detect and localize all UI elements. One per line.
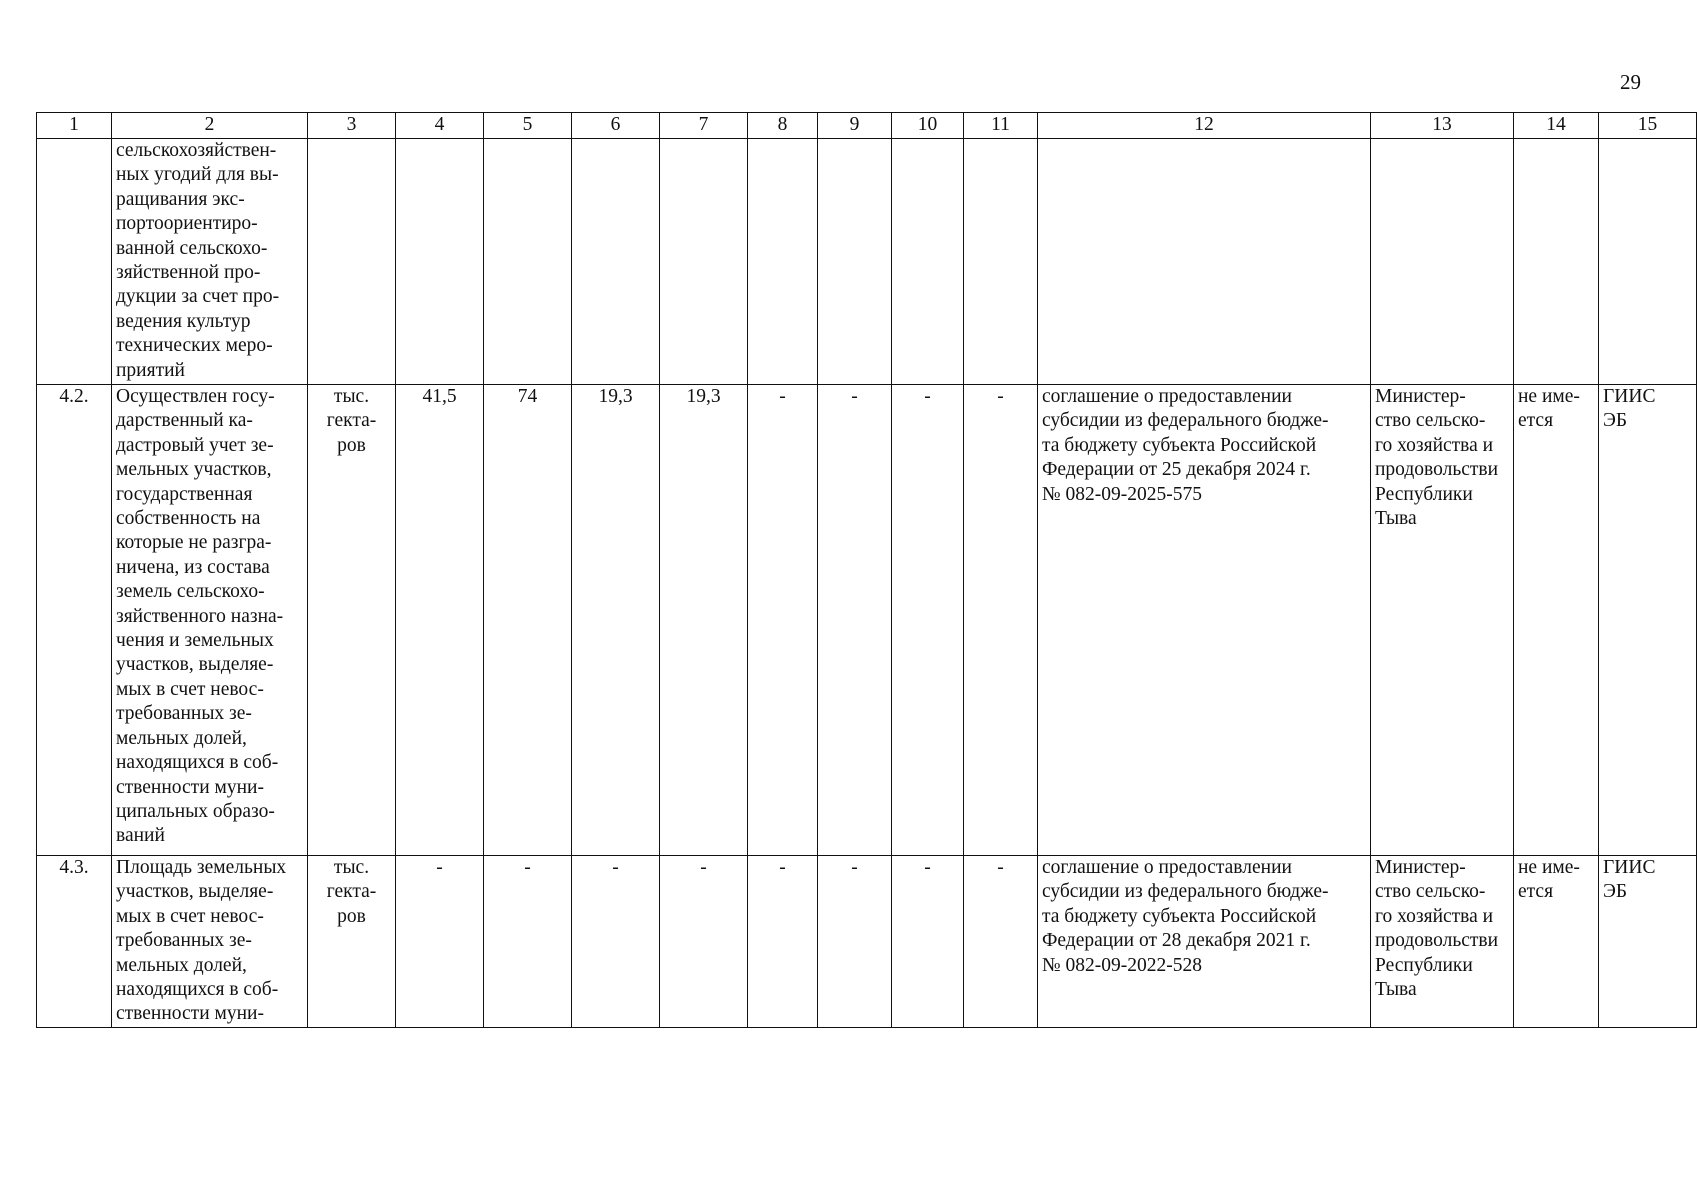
cell-value: - bbox=[484, 856, 572, 1028]
cell-indicator-name: сельскохозяйствен- ных угодий для вы- ращивания экс- портоориентиро- ванной сельскохо- зяйственной про- дукции за счет про- ведения культур технических меро- приятий bbox=[112, 139, 308, 385]
column-header: 1 bbox=[37, 113, 112, 139]
column-header: 10 bbox=[892, 113, 964, 139]
cell-value: - bbox=[660, 856, 748, 1028]
column-header: 14 bbox=[1514, 113, 1599, 139]
page-number: 29 bbox=[1620, 70, 1641, 94]
cell-value: 19,3 bbox=[660, 385, 748, 856]
cell-empty bbox=[572, 139, 660, 385]
cell-basis: соглашение о предоставлении субсидии из федерального бюдже- та бюджету субъекта Российской Федерации от 25 декабря 2024 г. № 082-09-2025-575 bbox=[1038, 385, 1371, 856]
cell-num: 4.2. bbox=[37, 385, 112, 856]
cell-empty bbox=[484, 139, 572, 385]
cell-empty bbox=[1371, 139, 1514, 385]
cell-responsible: Министер- ство сельско- го хозяйства и продовольстви Республики Тыва bbox=[1371, 385, 1514, 856]
cell-col14: не име- ется bbox=[1514, 385, 1599, 856]
cell-indicator-name: Осуществлен госу- дарственный ка- дастровый учет зе- мельных участков, государственная собственность на которые не разгра- ничена, из состава земель сельскохо- зяйственного назна- чения и земельных участков, выделяе- мых в счет невос- требованных зе- мельных долей, находящихся в соб- ственности муни- ципальных образо- ваний bbox=[112, 385, 308, 856]
column-header: 8 bbox=[748, 113, 818, 139]
cell-value: 41,5 bbox=[396, 385, 484, 856]
column-header: 11 bbox=[964, 113, 1038, 139]
cell-value: - bbox=[748, 856, 818, 1028]
column-header: 9 bbox=[818, 113, 892, 139]
indicators-table bbox=[36, 112, 1697, 1028]
cell-unit: тыс. гекта- ров bbox=[308, 856, 396, 1028]
cell-col15: ГИИС ЭБ bbox=[1599, 385, 1697, 856]
cell-num: 4.3. bbox=[37, 856, 112, 1028]
table-row bbox=[37, 856, 1697, 1028]
column-header: 5 bbox=[484, 113, 572, 139]
cell-value: - bbox=[964, 856, 1038, 1028]
cell-value: - bbox=[892, 856, 964, 1028]
cell-indicator-name: Площадь земельных участков, выделяе- мых в счет невос- требованных зе- мельных долей, находящихся в соб- ственности муни- bbox=[112, 856, 308, 1028]
cell-empty bbox=[660, 139, 748, 385]
cell-empty bbox=[818, 139, 892, 385]
cell-col15: ГИИС ЭБ bbox=[1599, 856, 1697, 1028]
cell-value: - bbox=[396, 856, 484, 1028]
cell-value: 19,3 bbox=[572, 385, 660, 856]
cell-unit: тыс. гекта- ров bbox=[308, 385, 396, 856]
cell-empty bbox=[308, 139, 396, 385]
cell-value: - bbox=[818, 856, 892, 1028]
cell-empty bbox=[748, 139, 818, 385]
column-header: 4 bbox=[396, 113, 484, 139]
column-header: 15 bbox=[1599, 113, 1697, 139]
column-header: 3 bbox=[308, 113, 396, 139]
cell-value: - bbox=[964, 385, 1038, 856]
cell-basis: соглашение о предоставлении субсидии из федерального бюдже- та бюджету субъекта Российской Федерации от 28 декабря 2021 г. № 082-09-2022-528 bbox=[1038, 856, 1371, 1028]
cell-value: - bbox=[748, 385, 818, 856]
cell-value: - bbox=[892, 385, 964, 856]
cell-value: 74 bbox=[484, 385, 572, 856]
table-row bbox=[37, 385, 1697, 856]
column-header: 7 bbox=[660, 113, 748, 139]
column-header: 12 bbox=[1038, 113, 1371, 139]
cell-empty bbox=[396, 139, 484, 385]
column-header: 2 bbox=[112, 113, 308, 139]
cell-value: - bbox=[572, 856, 660, 1028]
cell-empty bbox=[964, 139, 1038, 385]
cell-value: - bbox=[818, 385, 892, 856]
cell-empty bbox=[1514, 139, 1599, 385]
cell-empty bbox=[892, 139, 964, 385]
cell-responsible: Министер- ство сельско- го хозяйства и продовольстви Республики Тыва bbox=[1371, 856, 1514, 1028]
column-header: 6 bbox=[572, 113, 660, 139]
column-header: 13 bbox=[1371, 113, 1514, 139]
table-row-continuation bbox=[37, 139, 1697, 385]
cell-empty bbox=[1599, 139, 1697, 385]
cell-col14: не име- ется bbox=[1514, 856, 1599, 1028]
cell-num bbox=[37, 139, 112, 385]
cell-empty bbox=[1038, 139, 1371, 385]
column-number-row bbox=[37, 113, 1697, 139]
